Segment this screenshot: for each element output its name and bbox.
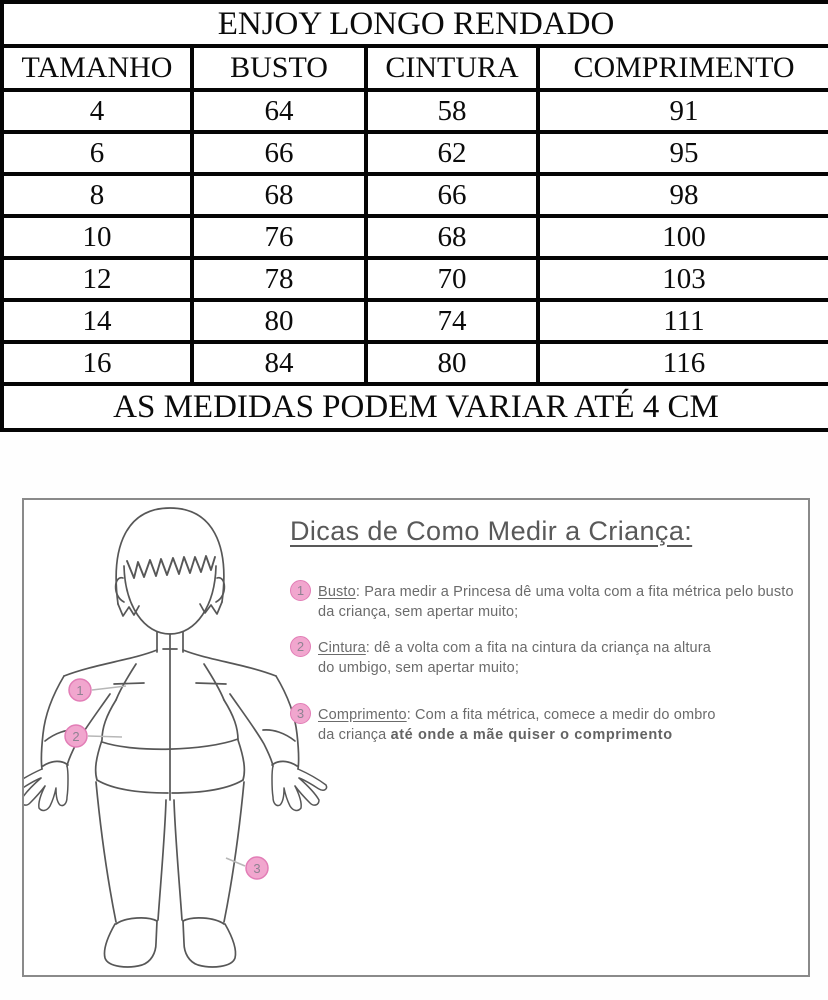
figure-marker-1-number: 1 <box>76 683 84 698</box>
size-cell: 66 <box>366 174 538 216</box>
guide-item-term: Cintura <box>318 640 366 656</box>
guide-item <box>290 705 796 745</box>
size-cell: 14 <box>2 300 192 342</box>
hair-outline-shape <box>116 508 224 604</box>
bangs-shape <box>127 556 215 578</box>
guide-heading: Dicas de Como Medir a Criança: <box>290 516 693 546</box>
guide-item-number-badge: 1 <box>290 580 311 601</box>
size-cell: 16 <box>2 342 192 384</box>
guide-item-line2-text: da criança, sem apertar muito; <box>318 604 519 620</box>
figure-marker-2-number: 2 <box>72 729 80 744</box>
wrist-line <box>43 761 68 766</box>
guide-item-line1-rest: : Com a fita métrica, comece a medir do ombro <box>406 707 716 723</box>
guide-item-number-badge: 2 <box>290 636 311 657</box>
guide-item-line2-bold: até onde a mãe quiser o comprimento <box>390 727 673 743</box>
size-cell: 80 <box>192 300 366 342</box>
size-table-body <box>2 90 828 384</box>
guide-item-number-badge: 3 <box>290 703 311 724</box>
measuring-guide-panel <box>22 498 810 977</box>
figure-left-half <box>24 650 168 967</box>
guide-item-term: Comprimento <box>318 707 407 723</box>
shorts-hem-line <box>97 780 168 793</box>
column-header: BUSTO <box>192 46 366 90</box>
figure-right-half <box>172 650 327 967</box>
guide-item-line2-text: do umbigo, sem apertar muito; <box>318 660 519 676</box>
foot-shape <box>104 921 157 967</box>
column-header: COMPRIMENTO <box>538 46 828 90</box>
size-cell: 66 <box>192 132 366 174</box>
figure-marker-3-number: 3 <box>253 861 261 876</box>
size-row <box>2 258 828 300</box>
size-cell: 100 <box>538 216 828 258</box>
guide-item-term: Busto <box>318 584 356 600</box>
size-cell: 10 <box>2 216 192 258</box>
size-cell: 70 <box>366 258 538 300</box>
size-cell: 80 <box>366 342 538 384</box>
size-cell: 68 <box>192 174 366 216</box>
guide-item-line1 <box>318 705 796 725</box>
ankle-sock-line <box>116 918 157 924</box>
size-cell: 76 <box>192 216 366 258</box>
leg-inner-line <box>158 800 166 920</box>
size-row <box>2 90 828 132</box>
column-header: TAMANHO <box>2 46 192 90</box>
size-cell: 62 <box>366 132 538 174</box>
chest-seam-line <box>116 664 136 700</box>
arm-outer-line <box>41 676 64 769</box>
size-cell: 4 <box>2 90 192 132</box>
column-header: CINTURA <box>366 46 538 90</box>
size-cell: 78 <box>192 258 366 300</box>
column-header-row <box>2 46 828 90</box>
guide-text-column <box>290 516 795 743</box>
torso-side-line <box>96 700 116 780</box>
size-cell: 103 <box>538 258 828 300</box>
product-title: ENJOY LONGO RENDADO <box>2 2 828 46</box>
guide-item-line1-rest: : dê a volta com a fita na cintura da criança na altura <box>365 640 711 656</box>
size-cell: 116 <box>538 342 828 384</box>
size-cell: 84 <box>192 342 366 384</box>
guide-item-text <box>318 705 796 745</box>
leg-outer-line <box>96 782 116 922</box>
size-cell: 12 <box>2 258 192 300</box>
size-cell: 98 <box>538 174 828 216</box>
size-cell: 91 <box>538 90 828 132</box>
shoulder-line <box>64 650 157 676</box>
hair-left-tip-shape <box>118 604 139 616</box>
size-row <box>2 342 828 384</box>
size-row <box>2 300 828 342</box>
size-cell: 74 <box>366 300 538 342</box>
size-cell: 8 <box>2 174 192 216</box>
size-cell: 58 <box>366 90 538 132</box>
guide-item-line2 <box>318 725 796 745</box>
size-cell: 6 <box>2 132 192 174</box>
size-cell: 111 <box>538 300 828 342</box>
figure-marker-group <box>65 679 268 879</box>
bust-tick-mark <box>114 683 144 684</box>
size-cell: 68 <box>366 216 538 258</box>
table-footnote-row <box>2 384 828 430</box>
guide-item-line1 <box>318 638 796 658</box>
guide-item-text <box>318 582 796 622</box>
guide-item-line1 <box>318 582 796 602</box>
guide-item <box>290 582 796 622</box>
measure-disclaimer: AS MEDIDAS PODEM VARIAR ATÉ 4 CM <box>2 384 828 430</box>
guide-item-line2-text: da criança <box>318 727 391 743</box>
size-row <box>2 174 828 216</box>
table-title-row <box>2 2 828 46</box>
guide-item-text <box>318 638 796 678</box>
size-row <box>2 216 828 258</box>
guide-item-line2 <box>318 658 796 678</box>
size-cell: 95 <box>538 132 828 174</box>
face-outline-shape <box>124 566 216 634</box>
guide-item-line2 <box>318 602 796 622</box>
child-head <box>116 508 225 634</box>
size-cell: 64 <box>192 90 366 132</box>
hand-fingers <box>24 766 68 810</box>
guide-item <box>290 638 796 678</box>
figure-marker-2 <box>65 725 122 747</box>
guide-item-line1-rest: : Para medir a Princesa dê uma volta com a fita métrica pelo busto <box>355 584 794 600</box>
size-row <box>2 132 828 174</box>
size-chart-table <box>0 0 828 432</box>
